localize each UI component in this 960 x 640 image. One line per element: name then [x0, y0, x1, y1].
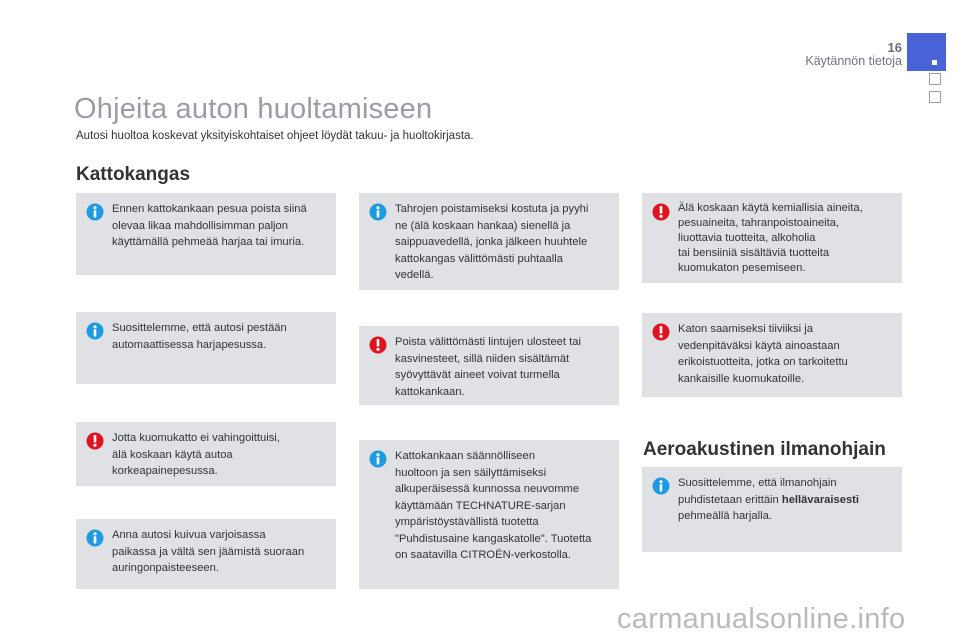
note-text: Jotta kuomukatto ei vahingoittuisi, älä koskaan käytä autoa korkeapainepesussa.: [112, 432, 280, 477]
note-box: [76, 422, 336, 486]
section-heading-aeroakustinen: Aeroakustinen ilmanohjain: [643, 439, 886, 460]
section-heading-kattokangas: Kattokangas: [76, 164, 191, 185]
note-text: Suosittelemme, että autosi pestään automaattisessa harjapesussa.: [112, 322, 287, 351]
info-icon: [369, 450, 387, 468]
note-box: [642, 467, 902, 552]
warning-icon: [369, 336, 387, 354]
warning-icon: [652, 323, 670, 341]
note-text-part: Suosittelemme, että ilmanohjain puhdistetaan erittäin: [678, 477, 837, 506]
chapter-tab[interactable]: [929, 91, 941, 103]
info-icon: [86, 529, 104, 547]
chapter-tab[interactable]: [929, 73, 941, 85]
note-box: [359, 193, 619, 290]
watermark: carmanualsonline.info: [617, 603, 906, 635]
note-text-part: pehmeällä harjalla.: [678, 510, 772, 522]
note-box: [76, 312, 336, 384]
note-box: [642, 193, 902, 283]
info-icon: [369, 203, 387, 221]
chapter-tab-active[interactable]: [907, 33, 946, 71]
info-icon: [86, 203, 104, 221]
page-subtitle: Autosi huoltoa koskevat yksityiskohtaiset ohjeet löydät takuu- ja huoltokirjasta.: [76, 130, 474, 142]
note-box: [76, 519, 336, 589]
note-text: [678, 475, 892, 525]
note-text-emphasis: hellävaraisesti: [781, 493, 859, 506]
tab-marker-icon: [932, 60, 937, 65]
page-title: Ohjeita auton huoltamiseen: [74, 93, 433, 125]
note-box: [359, 440, 619, 589]
note-text: Poista välittömästi lintujen ulosteet tai kasvinesteet, sillä niiden sisältämät syövyttävät aineet voivat turmella kattokankaan.: [395, 336, 581, 398]
page-number: 16: [887, 40, 902, 55]
note-box: [76, 193, 336, 275]
info-icon: [652, 477, 670, 495]
note-box: [359, 326, 619, 405]
note-text: Älä koskaan käytä kemiallisia aineita, pesuaineita, tahranpoistoaineita, liuottavia tuotteita, alkoholia tai bensiiniä sisältäviä tuotteita kuomukaton pesemiseen.: [678, 202, 863, 274]
note-box: [642, 313, 902, 397]
warning-icon: [652, 203, 670, 221]
section-name: Käytännön tietoja: [805, 54, 902, 68]
warning-icon: [86, 432, 104, 450]
note-text: Ennen kattokankaan pesua poista siinä olevaa likaa mahdollisimman paljon käyttämällä pehmeää harjaa tai imuria.: [112, 203, 307, 248]
note-text: Anna autosi kuivua varjoisassa paikassa ja vältä sen jäämistä suoraan auringonpaisteeseen.: [112, 529, 305, 574]
note-text: Kattokankaan säännölliseen huoltoon ja sen säilyttämiseksi alkuperäisessä kunnossa neuvomme käyttämään TECHNATURE-sarjan ympäristöystävällistä tuotetta "Puhdistusaine kangaskatolle". Tuotetta on saatavilla CITROËN-verkostolla.: [395, 450, 592, 561]
info-icon: [86, 322, 104, 340]
note-text: Katon saamiseksi tiiviiksi ja vedenpitäväksi käytä ainoastaan erikoistuotteita, jotka on tarkoitettu kankaisille kuomukatoille.: [678, 323, 848, 385]
note-text: Tahrojen poistamiseksi kostuta ja pyyhi ne (älä koskaan hankaa) sienellä ja saippuavedellä, jonka jälkeen huuhtele kattokangas välittömästi puhtaalla vedellä.: [395, 203, 589, 281]
